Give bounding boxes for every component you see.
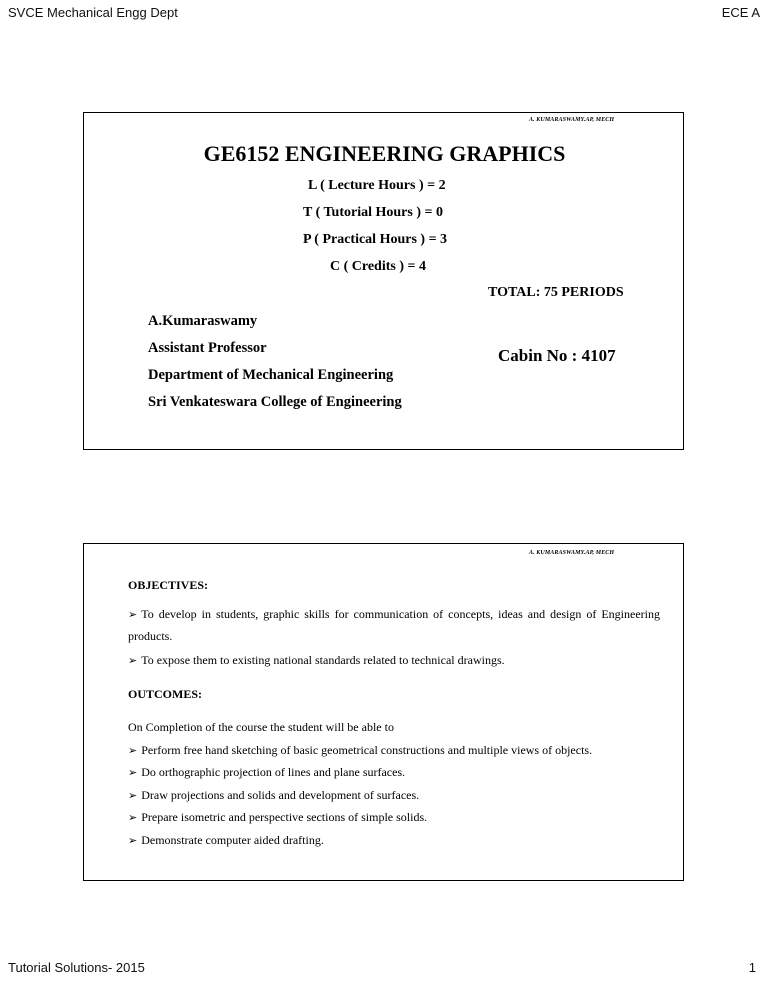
outcome-item: ➢ Demonstrate computer aided drafting. bbox=[128, 833, 324, 847]
faculty-department: Department of Mechanical Engineering bbox=[148, 367, 394, 383]
bullet-arrow-icon: ➢ bbox=[128, 655, 138, 667]
page-header-left: SVCE Mechanical Engg Dept bbox=[8, 5, 178, 20]
tutorial-hours: T ( Tutorial Hours ) = 0 bbox=[303, 205, 443, 220]
lecture-hours: L ( Lecture Hours ) = 2 bbox=[308, 178, 446, 193]
objective-item: ➢ To develop in students, graphic skills for communication of concepts, ideas and design of Engineering products. bbox=[128, 607, 660, 643]
faculty-name: A.Kumaraswamy bbox=[148, 313, 258, 329]
objective-item: ➢ To expose them to existing national standards related to technical drawings. bbox=[128, 653, 505, 667]
course-title: GE6152 ENGINEERING GRAPHICS bbox=[203, 141, 566, 166]
slide-course-info bbox=[83, 112, 684, 450]
bullet-arrow-icon: ➢ bbox=[128, 835, 138, 847]
cabin-number: Cabin No : 4107 bbox=[498, 346, 616, 365]
bullet-arrow-icon: ➢ bbox=[128, 812, 138, 824]
outcome-item: ➢ Perform free hand sketching of basic geometrical constructions and multiple views of objects. bbox=[128, 743, 593, 757]
outcome-item: ➢ Draw projections and solids and development of surfaces. bbox=[128, 788, 420, 802]
total-periods: TOTAL: 75 PERIODS bbox=[488, 285, 624, 300]
outcomes-intro: On Completion of the course the student will be able to bbox=[128, 720, 394, 734]
slide-watermark: A. KUMARASWAMY.AP, MECH bbox=[529, 117, 615, 123]
outcomes-heading: OUTCOMES: bbox=[128, 687, 203, 701]
bullet-arrow-icon: ➢ bbox=[128, 745, 138, 757]
page-header-right: ECE A bbox=[721, 5, 760, 20]
page-number: 1 bbox=[748, 960, 756, 975]
slide-watermark: A. KUMARASWAMY.AP, MECH bbox=[529, 550, 615, 556]
faculty-designation: Assistant Professor bbox=[148, 340, 267, 356]
practical-hours: P ( Practical Hours ) = 3 bbox=[303, 232, 448, 247]
faculty-college: Sri Venkateswara College of Engineering bbox=[148, 394, 402, 410]
credits: C ( Credits ) = 4 bbox=[330, 259, 426, 274]
bullet-arrow-icon: ➢ bbox=[128, 767, 138, 779]
bullet-arrow-icon: ➢ bbox=[128, 609, 138, 621]
outcome-item: ➢ Do orthographic projection of lines and plane surfaces. bbox=[128, 765, 406, 779]
bullet-arrow-icon: ➢ bbox=[128, 790, 138, 802]
outcome-item: ➢ Prepare isometric and perspective sections of simple solids. bbox=[128, 810, 428, 824]
slide-objectives-outcomes bbox=[83, 543, 684, 881]
page-footer-left: Tutorial Solutions- 2015 bbox=[8, 960, 145, 975]
objectives-heading: OBJECTIVES: bbox=[128, 578, 209, 592]
